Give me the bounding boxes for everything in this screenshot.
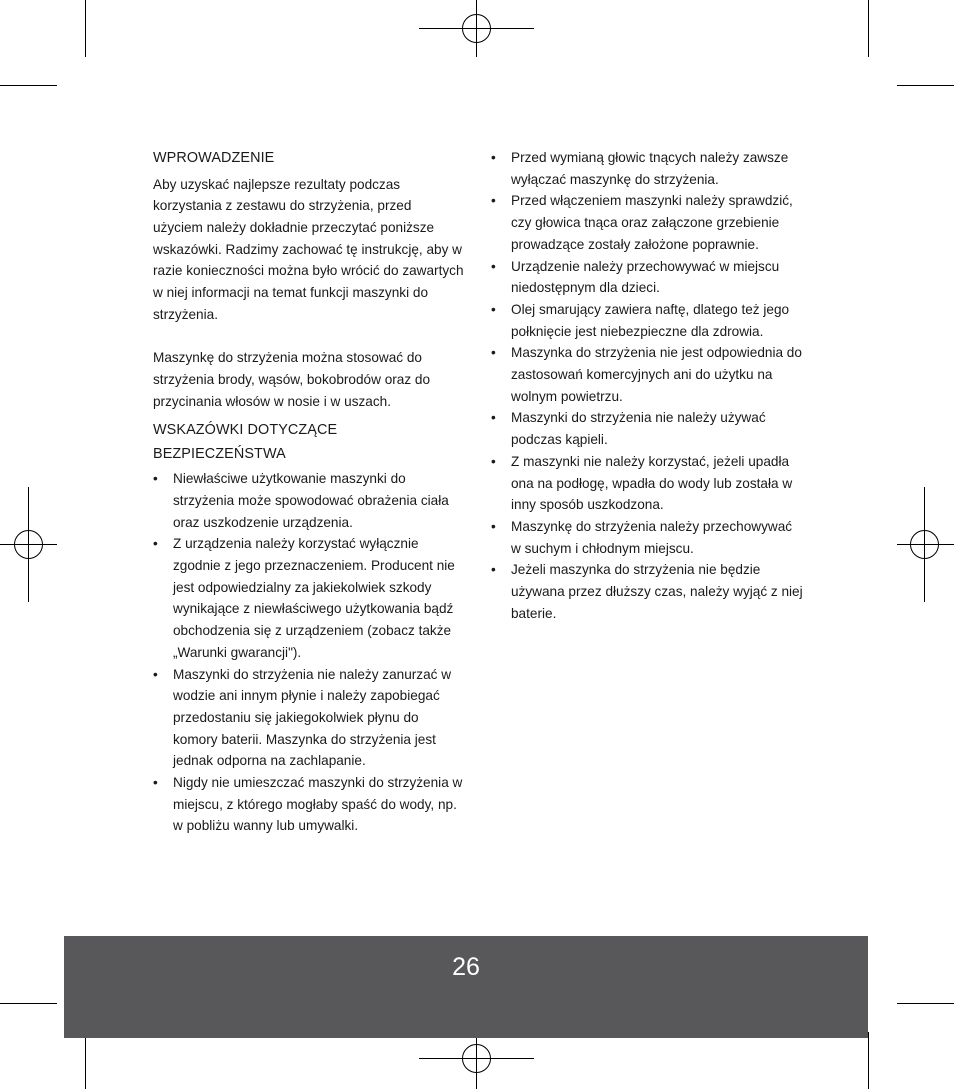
left-column: [153, 147, 465, 837]
safety-list-item: • Niewłaściwe użytkowanie maszynki do strzyżenia może spowodować obrażenia ciała oraz uszkodzenie urządzenia.: [153, 468, 465, 533]
safety-list-item: • Olej smarujący zawiera naftę, dlatego też jego połknięcie jest niebezpieczne dla zdrowia.: [491, 299, 803, 342]
registration-mark-top: [419, 0, 534, 57]
safety-list-item: • Maszynka do strzyżenia nie jest odpowiednia do zastosowań komercyjnych ani do użytku na wolnym powietrzu.: [491, 342, 803, 407]
safety-list-item: • Maszynki do strzyżenia nie należy używać podczas kąpieli.: [491, 407, 803, 450]
safety-list-item: • Jeżeli maszynka do strzyżenia nie będzie używana przez dłuższy czas, należy wyjąć z niej baterie.: [491, 559, 803, 624]
safety-list-item: • Nigdy nie umieszczać maszynki do strzyżenia w miejscu, z którego mogłaby spaść do wody, np. w pobliżu wanny lub umywalki.: [153, 772, 465, 837]
safety-list-item: • Przed włączeniem maszynki należy sprawdzić, czy głowica tnąca oraz załączone grzebienie prowadzące zostały założone poprawnie.: [491, 190, 803, 255]
safety-heading-line: WSKAZÓWKI DOTYCZĄCE: [153, 422, 338, 439]
safety-list-item: • Maszynki do strzyżenia nie należy zanurzać w wodzie ani innym płynie i należy zapobiegać przedostaniu się jakiegokolwiek płynu do komory baterii. Maszynka do strzyżenia jest jednak odporna na zachlapanie.: [153, 664, 465, 773]
page-number: 26: [452, 953, 480, 981]
registration-mark-bottom: [419, 1032, 534, 1089]
registration-mark-right: [897, 487, 954, 602]
safety-list-item: • Z maszynki nie należy korzystać, jeżeli upadła ona na podłogę, wpadła do wody lub została w inny sposób uszkodzona.: [491, 451, 803, 516]
safety-list-item: • Maszynkę do strzyżenia należy przechowywać w suchym i chłodnym miejscu.: [491, 516, 803, 559]
safety-list-item: • Z urządzenia należy korzystać wyłącznie zgodnie z jego przeznaczeniem. Producent nie jest odpowiedzialny za jakiekolwiek szkody wynikające z niewłaściwego użytkowania bądź obchodzenia się z urządzeniem (zobacz także „Warunki gwarancji").: [153, 533, 465, 663]
intro-paragraph: Aby uzyskać najlepsze rezultaty podczas korzystania z zestawu do strzyżenia, przed użyciem należy dokładnie przeczytać poniższe wskazówki. Radzimy zachować tę instrukcję, aby w razie konieczności można było wrócić do zawartych w niej informacji na temat funkcji maszynki do strzyżenia.: [153, 176, 464, 322]
registration-mark-left: [0, 487, 57, 602]
safety-list-item: • Przed wymianą głowic tnących należy zawsze wyłączać maszynkę do strzyżenia.: [491, 147, 803, 190]
safety-heading-line: BEZPIECZEŃSTWA: [153, 445, 286, 462]
safety-list-part-2: [491, 147, 803, 624]
intro-paragraph: Maszynkę do strzyżenia można stosować do strzyżenia brody, wąsów, bokobrodów oraz do przycinania włosów w nosie i w uszach.: [153, 350, 431, 409]
intro-body: [153, 174, 465, 413]
intro-heading: WPROWADZENIE: [153, 150, 275, 166]
safety-list-item: • Urządzenie należy przechowywać w miejscu niedostępnym dla dzieci.: [491, 256, 803, 299]
page-footer-band: [64, 936, 868, 1038]
safety-list-part-1: [153, 468, 465, 837]
right-column: [491, 147, 803, 624]
safety-heading: [153, 419, 465, 466]
